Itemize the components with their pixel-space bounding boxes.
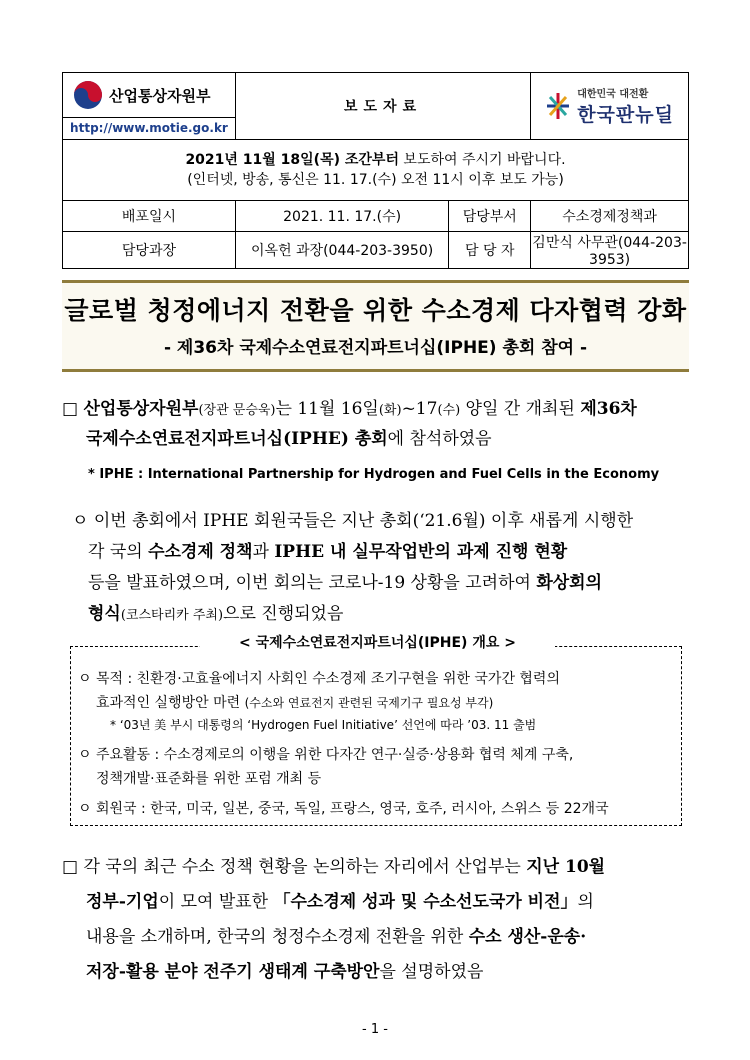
p2-bold-3: 화상회의 — [536, 573, 603, 593]
p2-bold-4: 형식 — [88, 604, 121, 624]
headline: 글로벌 청정에너지 전환을 위한 수소경제 다자협력 강화 — [64, 296, 687, 325]
taegeuk-icon — [73, 80, 103, 110]
p3-bold-2: 정부-기업 — [86, 892, 159, 912]
overview-purpose: ㅇ 목적 : 친환경·고효율에너지 사회인 수소경제 조기구현을 위한 국가간 협력의 — [78, 671, 560, 687]
distribution-label: 배포일시 — [63, 201, 236, 232]
department-value: 수소경제정책과 — [531, 201, 689, 232]
embargo-date: 2021년 11월 18일(목) 조간부터 — [185, 152, 399, 168]
brand-name: 한국판뉴딜 — [577, 104, 674, 126]
brand-subtitle: 대한민국 대전환 — [577, 89, 649, 100]
p1-text-2: ~17 — [401, 399, 438, 419]
circle-bullet: ㅇ — [72, 511, 89, 531]
paragraph-2 — [72, 506, 694, 631]
chief-value: 이옥헌 과장(044-203-3950) — [235, 232, 448, 269]
p2-text-4: 등을 발표하였으며, 이번 회의는 코로나-19 상황을 고려하여 — [88, 573, 537, 593]
p3-text-3: 의 — [577, 892, 594, 912]
subheadline: - 제36차 국제수소연료전지파트너십(IPHE) 총회 참여 - — [163, 338, 588, 358]
paragraph-1 — [62, 395, 692, 454]
overview-members: ㅇ 회원국 : 한국, 미국, 일본, 중국, 독일, 프랑스, 영국, 호주, 러시아, 스위스 등 22개국 — [78, 801, 609, 817]
page-number: - 1 - — [362, 1022, 388, 1037]
overview-activities: ㅇ 주요활동 : 수소경제로의 이행을 위한 다자간 연구·실증·상용화 협력 체계 구축, — [78, 747, 574, 763]
p1-text-3: 양일 간 개최된 — [460, 399, 581, 419]
p1-bold-2: 제36차 — [580, 399, 637, 419]
p1-small-3: (수) — [437, 403, 461, 418]
embargo-note: (인터넷, 방송, 통신은 11. 17.(수) 오전 11시 이후 보도 가능) — [187, 172, 564, 188]
p1-text-4: 에 참석하였음 — [387, 429, 492, 449]
staff-label: 담 당 자 — [449, 232, 531, 269]
distribution-value: 2021. 11. 17.(수) — [235, 201, 448, 232]
ministry-url[interactable]: http://www.motie.go.kr — [70, 121, 228, 135]
p3-bold-3: 「수소경제 성과 및 수소선도국가 비전」 — [273, 892, 578, 912]
p2-text-5: 으로 진행되었음 — [223, 604, 344, 624]
iphe-overview-title: < 국제수소연료전지파트너십(IPHE) 개요 > — [200, 632, 555, 652]
headline-box — [62, 280, 689, 372]
embargo-notice — [63, 140, 689, 201]
p2-small-1: (코스타리카 주최) — [120, 608, 224, 623]
overview-activities-cont: 정책개발·표준화를 위한 포럼 개최 등 — [96, 771, 322, 787]
staff-value: 김만식 사무관(044-203-3953) — [531, 232, 689, 269]
p3-bold-5: 저장-활용 분야 전주기 생태계 구축방안 — [86, 962, 380, 982]
paragraph-3 — [62, 850, 692, 990]
chief-label: 담당과장 — [63, 232, 236, 269]
brand-cell — [531, 73, 689, 140]
ministry-name: 산업통상자원부 — [109, 86, 211, 105]
overview-footnote: * ‘03년 美 부시 대통령의 ‘Hydrogen Fuel Initiative’ 선언에 따라 ’03. 11 출범 — [110, 718, 537, 732]
p3-text-2: 이 모여 발표한 — [158, 892, 274, 912]
p3-text-1: 각 국의 최근 수소 정책 현황을 논의하는 자리에서 산업부는 — [83, 857, 527, 877]
p2-text-2: 각 국의 — [88, 542, 149, 562]
ministry-logo-cell — [63, 73, 236, 140]
p3-text-5: 을 설명하였음 — [379, 962, 484, 982]
p2-bold-2: IPHE 내 실무작업반의 과제 진행 현황 — [274, 542, 568, 562]
p2-bold-1: 수소경제 정책 — [148, 542, 253, 562]
p1-small-2: (화) — [378, 403, 402, 418]
square-bullet-2: □ — [62, 857, 79, 877]
p3-text-4: 내용을 소개하며, 한국의 청정수소경제 전환을 위한 — [86, 927, 469, 947]
overview-purpose-note: (수소와 연료전지 관련된 국제기구 필요성 부각) — [244, 696, 494, 710]
iphe-footnote: * IPHE : International Partnership for Hydrogen and Fuel Cells in the Economy — [88, 467, 660, 482]
p1-text-1: 는 11월 16일 — [275, 399, 379, 419]
press-release-title: 보도자료 — [235, 73, 530, 140]
overview-purpose-cont — [96, 692, 696, 712]
press-header-table — [62, 72, 689, 269]
p1-small-1: (장관 문승욱) — [198, 403, 276, 418]
p3-bold-1: 지난 10월 — [526, 857, 606, 877]
p2-text-3: 과 — [252, 542, 275, 562]
embargo-text: 보도하여 주시기 바랍니다. — [398, 152, 566, 168]
department-label: 담당부서 — [449, 201, 531, 232]
square-bullet: □ — [62, 399, 79, 419]
p1-bold-3: 국제수소연료전지파트너십(IPHE) 총회 — [86, 429, 388, 449]
new-deal-logo-icon — [545, 91, 571, 121]
p3-bold-4: 수소 생산-운송· — [468, 927, 587, 947]
p2-text-1: 이번 총회에서 IPHE 회원국들은 지난 총회(‘21.6월) 이후 새롭게 시행한 — [93, 511, 634, 531]
p1-bold-1: 산업통상자원부 — [83, 399, 199, 419]
overview-purpose-text: 효과적인 실행방안 마련 — [96, 695, 245, 711]
